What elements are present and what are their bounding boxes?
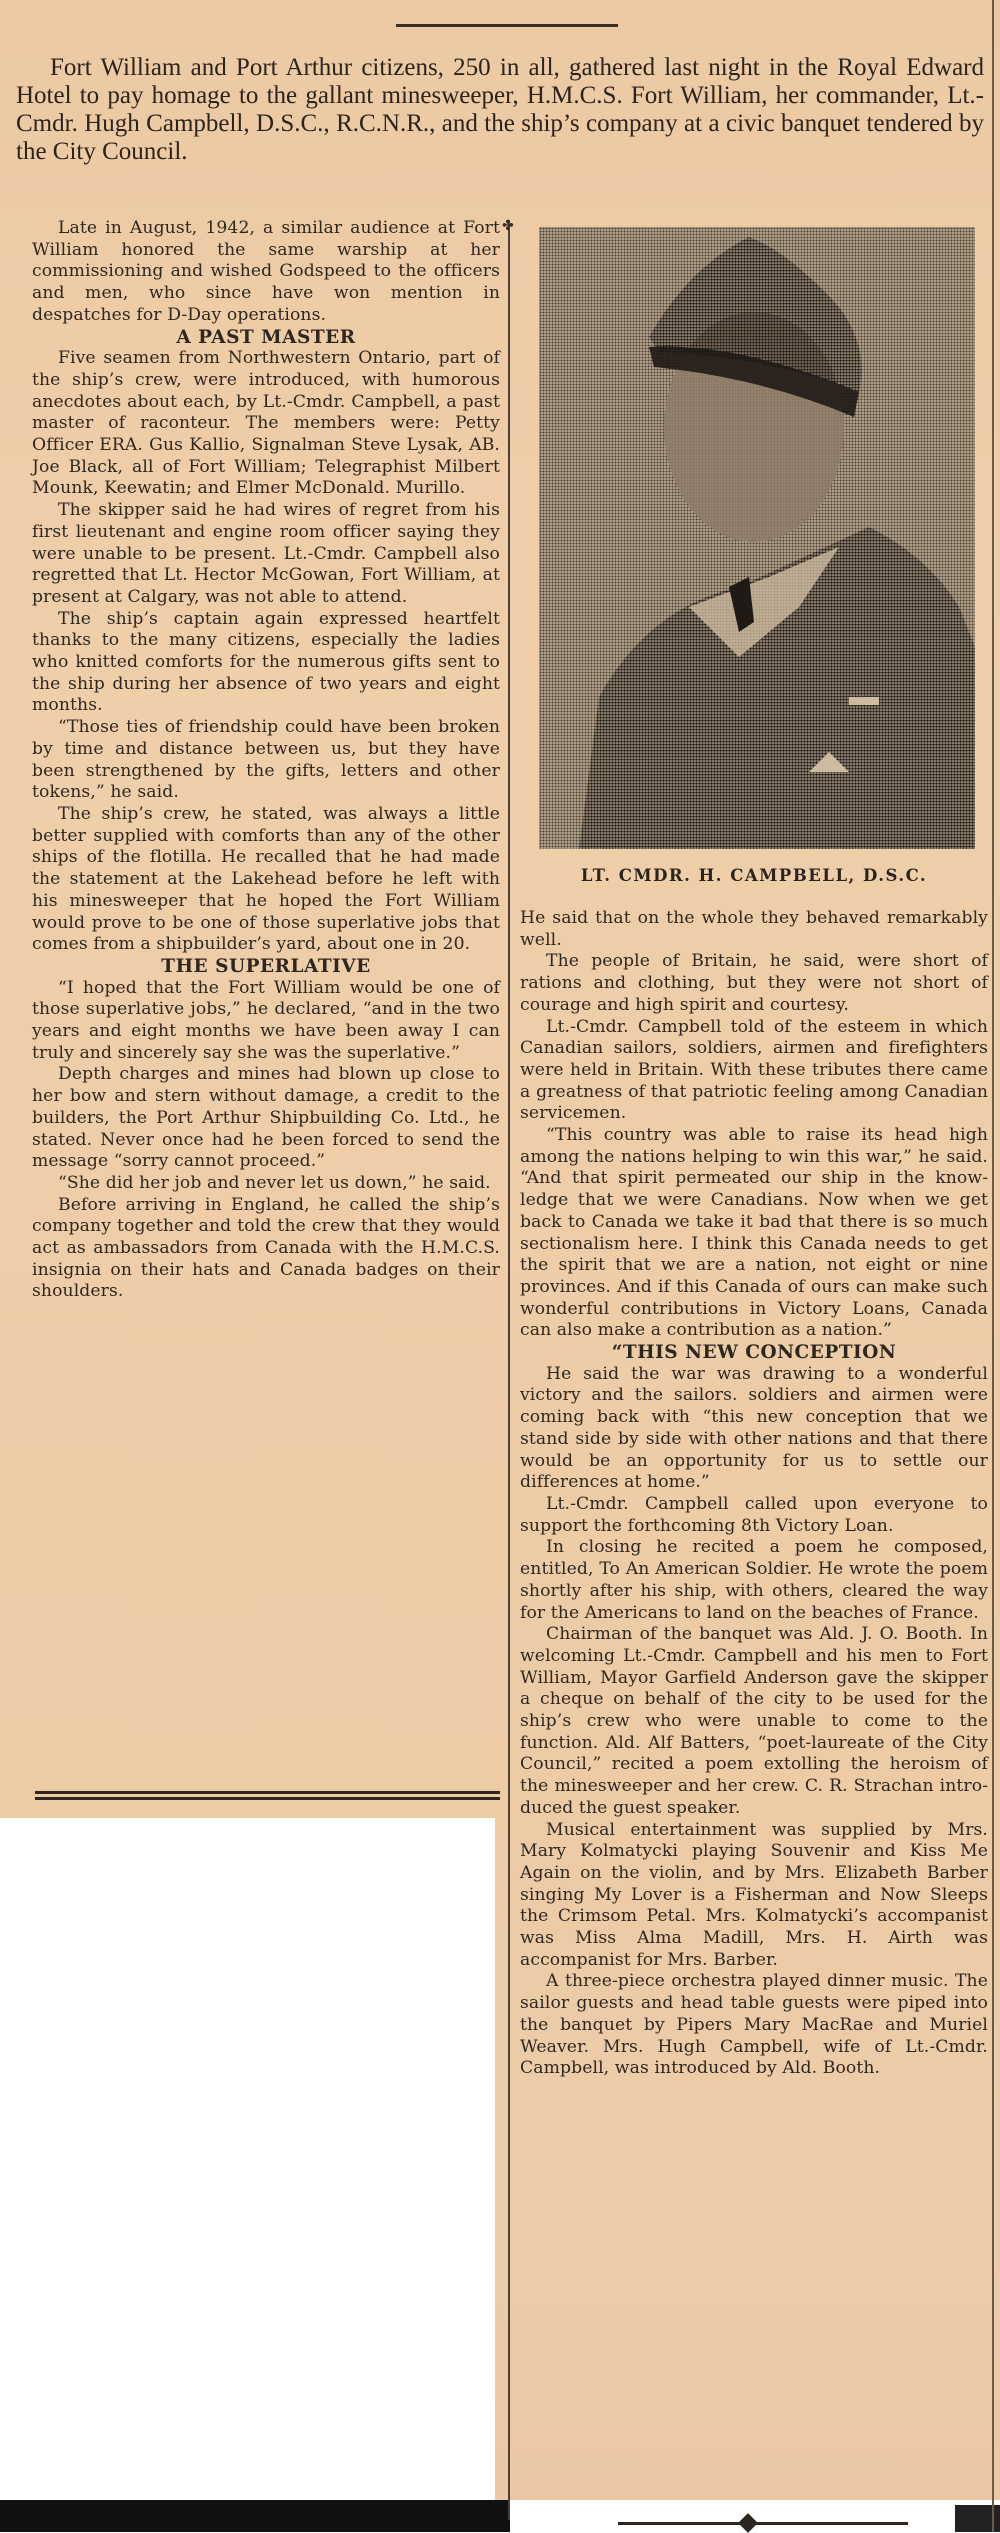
top-rule xyxy=(396,24,618,27)
paragraph: Lt.-Cmdr. Campbell called upon everyone to support the forthcoming 8th Victory Loan. xyxy=(520,1493,988,1536)
paragraph: Depth charges and mines had blown up close to her bow and stern without damage, a credit to the builders, the Port Arthur Shipbuilding Co. Ltd., he stated. Never once had he been forced to send the message “sorry cannot proceed.” xyxy=(32,1064,500,1172)
left-column xyxy=(32,218,500,1303)
paragraph: The ship’s captain again expressed heartfelt thanks to the many citizens, especially the ladies who knitted comforts for the numerous gifts sent to the ship during her absence of two years and eight months. xyxy=(32,608,500,716)
paragraph: A three-piece orchestra played dinner music. The sailor guests and head table guests were piped into the banquet by Pipers Mary MacRae and Muriel Weaver. Mrs. Hugh Campbell, wife of Lt.-Cmdr. Campbell, was introduced by Ald. Booth. xyxy=(520,1971,988,2079)
paragraph: “Those ties of friendship could have been broken by time and distance between us, but they have been strengthened by the gifts, letters and other tokens,” he said. xyxy=(32,717,500,803)
end-rule xyxy=(618,2522,908,2525)
paragraph: Musical entertainment was supplied by Mrs. Mary Kolmatycki playing Souvenir and Kiss Me Again on the violin, and by Mrs. Elizabeth Barber singing My Lover is a Fisherman and Now Sleeps the Crimsom Petal. Mrs. Kolmatycki’s accompanist was Miss Alma Madill, Mrs. H. Airth was accompanist for Mrs. Barber. xyxy=(520,1819,988,1970)
paragraph: Late in August, 1942, a similar audience at Fort William honored the same warship at her commissioning and wished Godspeed to the officers and men, who since have won mention in despatches for D-Day operations. xyxy=(32,218,500,325)
scan-border xyxy=(0,2500,510,2532)
photo-caption: LT. CMDR. H. CAMPBELL, D.S.C. xyxy=(580,866,928,885)
paragraph: “She did her job and never let us down,” he said. xyxy=(58,1172,491,1193)
paragraph: The people of Britain, he said, were short of rations and clothing, but they were not short of courage and high spirit and courtesy. xyxy=(520,951,988,1015)
paragraph: In closing he recited a poem he composed, entitled, To An American Soldier. He wrote the poem shortly after his ship, with others, cleared the way for the Americans to land on the beaches of France. xyxy=(520,1537,988,1623)
paragraph: Five seamen from Northwestern Ontario, part of the ship’s crew, were introduced, with humorous anecdotes about each, by Lt.-Cmdr. Campbell, a past master of raconteur. The members were: Petty Officer ERA. Gus Kallio, Signalman Steve Lysak, AB. Joe Black, all of Fort William; Telegraphist Milbert Mounk, Keewatin; and Elmer McDonald. Murillo. xyxy=(32,348,500,499)
officer-portrait-image xyxy=(539,227,975,849)
paragraph: He said the war was drawing to a wonderful victory and the sailors. soldiers and airmen were coming back with “this new conception that we stand side by side with other nations and that there would be an opportunity for us to settle our differences at home.” xyxy=(520,1363,988,1493)
paragraph: The skipper said he had wires of regret from his first lieutenant and engine room officer saying they were unable to be present. Lt.-Cmdr. Campbell also regretted that Lt. Hector McGowan, Fort William, at present at Calgary, was not able to attend. xyxy=(32,500,500,607)
subheading-past-master: A PAST MASTER xyxy=(176,326,356,348)
divider-ornament: ✤ xyxy=(502,218,514,234)
paragraph: He said that on the whole they behaved remarkably well. xyxy=(520,908,988,950)
paragraph: Before arriving in England, he called the ship’s company together and told the crew that they would act as ambassadors from Canada with the H.M.C.S. insignia on their hats and Canada badges on their shoulders. xyxy=(32,1194,500,1302)
lead-paragraph: Fort William and Port Arthur citizens, 250 in all, gathered last night in the Royal Edward Hotel to pay homage to the gallant minesweeper, H.M.C.S. Fort William, her commander, Lt.-Cmdr. Hugh Campbell, D.S.C., R.C.N.R., and the ship’s company at a civic banquet tendered by the City Council. xyxy=(16,54,984,165)
double-rule xyxy=(35,1791,500,1800)
paragraph: “I hoped that the Fort William would be one of those superlative jobs,” he declared, “and in the two years and eight months we have been away I can truly and sincerely say she was the superlative.” xyxy=(32,977,500,1063)
paragraph: The ship’s crew, he stated, was always a little better supplied with comforts than any of the other ships of the flotilla. He recalled that he had made the statement at the Lakehead before he left with his minesweeper that he hoped the Fort William would prove to be one of those superlative jobs that comes from a shipbuilder’s yard, about one in 20. xyxy=(32,803,500,955)
paragraph: Lt.-Cmdr. Campbell told of the esteem in which Canadian sailors, soldiers, airmen and firefighters were held in Britain. With these tributes there came a greatness of that patriotic feeling among Canadian servicemen. xyxy=(520,1016,988,1124)
portrait-photo xyxy=(539,227,975,849)
paragraph: Chairman of the banquet was Ald. J. O. Booth. In welcoming Lt.-Cmdr. Campbell and his men to Fort William, Mayor Garfield Anderson gave the skipper a cheque on behalf of the city to be used for the ship’s crew who were unable to come to the function. Ald. Alf Batters, “poet-laureate of the City Council,” recited a poem extolling the heroism of the minesweeper and her crew. C. R. Strachan introduced the guest speaker. xyxy=(520,1624,988,1818)
right-column xyxy=(520,908,988,2080)
subheading-superlative: THE SUPERLATIVE xyxy=(161,955,371,977)
paragraph: “This country was able to raise its head high among the nations helping to win this war,” he said. “And that spirit permeated our ship in the knowledge that we were Canadians. Now when we get back to Canada we take it bad that there is so much sectionalism here. I think this Canada needs to get the spirit that we are a nation, not eight or nine provinces. And if this Canada of ours can make such wonderful contributions in Victory Loans, Canada can also make a contribution as a nation.” xyxy=(520,1125,988,1341)
column-divider xyxy=(508,220,510,2520)
clipping-edge-rule xyxy=(992,0,994,2532)
end-ornament xyxy=(738,2513,758,2533)
subheading-new-conception: “THIS NEW CONCEPTION xyxy=(611,1342,897,1364)
